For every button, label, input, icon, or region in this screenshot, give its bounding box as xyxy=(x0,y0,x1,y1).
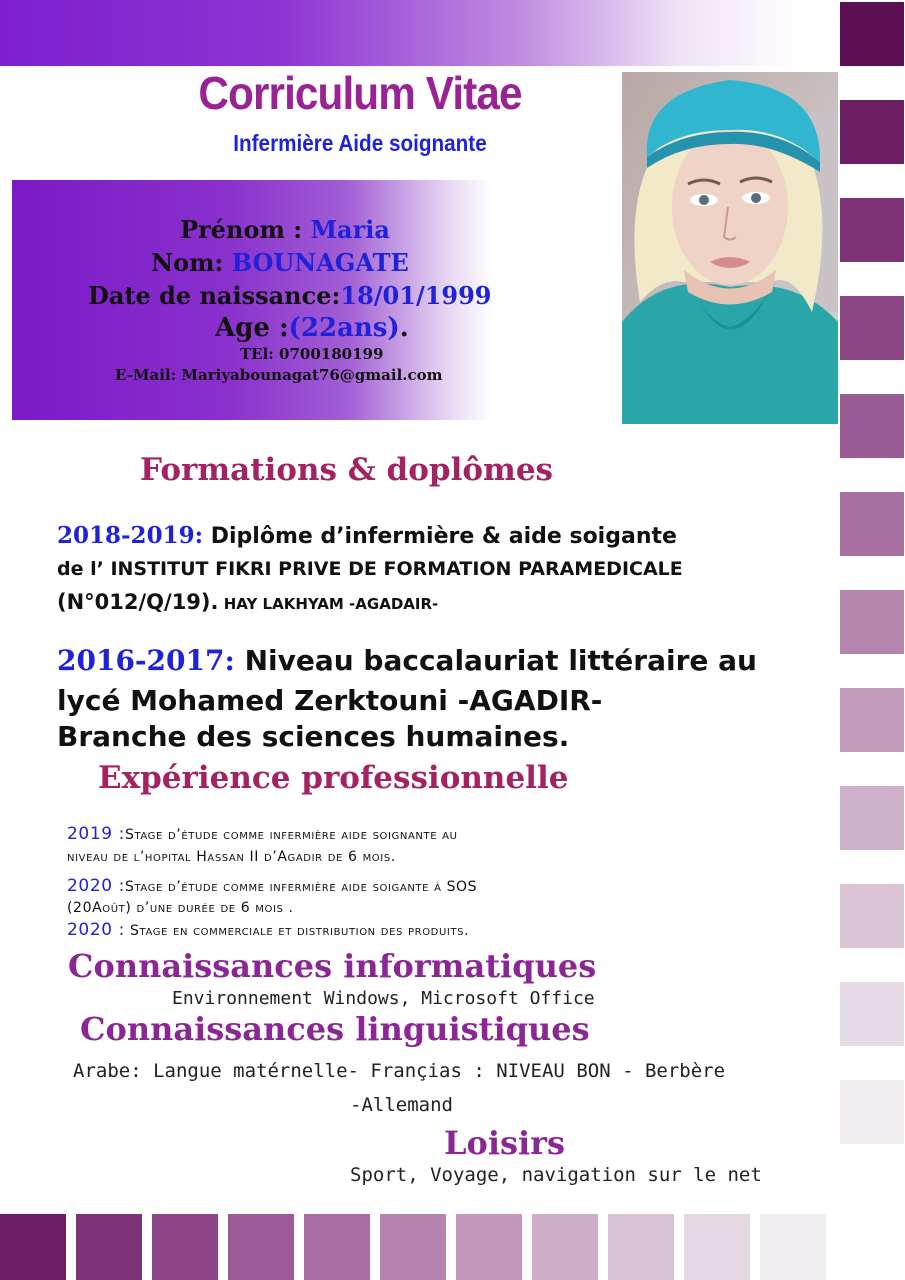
profile-photo xyxy=(622,72,838,424)
bottom-decor-square xyxy=(760,1214,826,1280)
right-decor-square xyxy=(840,492,904,556)
identity-email: E-Mail: Mariyabounagat76@gmail.com xyxy=(115,366,443,384)
experience-2-line-1: 2020 :Stage d’étude comme infermière aide soigante à SOS xyxy=(67,876,478,896)
experience-2-line-2: (20Août) d’une durée de 6 mois . xyxy=(67,900,294,916)
formations-heading: Formations & doplômes xyxy=(140,452,554,488)
langues-line-2: -Allemand xyxy=(350,1094,453,1116)
bottom-decor-square xyxy=(304,1214,370,1280)
right-decor-square xyxy=(840,100,904,164)
bottom-decor-square xyxy=(380,1214,446,1280)
bottom-decor-square xyxy=(684,1214,750,1280)
right-decor-square xyxy=(840,590,904,654)
page-subtitle: Infermière Aide soignante xyxy=(233,130,487,156)
formation-1-line-3: (N°012/Q/19). HAY LAKHYAM -AGADAIR- xyxy=(57,590,439,614)
right-decor-square xyxy=(840,394,904,458)
experience-3-line-1: 2020 : Stage en commerciale et distribution des produits. xyxy=(67,920,470,940)
formation-1-line-1: 2018-2019: Diplôme d’infermière & aide soigante xyxy=(57,522,677,549)
right-decor-square xyxy=(840,786,904,850)
bottom-decor-square xyxy=(456,1214,522,1280)
right-decor-square xyxy=(840,2,904,66)
langues-line-1: Arabe: Langue matérnelle- Françias : NIVEAU BON - Berbère xyxy=(73,1060,726,1082)
loisirs-text: Sport, Voyage, navigation sur le net xyxy=(350,1164,762,1186)
experience-1-line-1: 2019 :Stage d’étude comme infermière aide soignante au xyxy=(67,824,458,844)
bottom-decor-square xyxy=(0,1214,66,1280)
formation-2-line-2: lycé Mohamed Zerktouni -AGADIR- xyxy=(57,684,603,717)
informatique-heading: Connaissances informatiques xyxy=(68,947,597,985)
formation-1-line-2: de l’ INSTITUT FIKRI PRIVE DE FORMATION PARAMEDICALE xyxy=(57,558,683,580)
loisirs-heading: Loisirs xyxy=(444,1124,566,1162)
experience-1-line-2: niveau de l’hopital Hassan II d’Agadir de 6 mois. xyxy=(67,849,396,865)
right-decor-square xyxy=(840,982,904,1046)
top-banner xyxy=(0,0,800,66)
formation-2-line-1: 2016-2017: Niveau baccalauriat littéraire au xyxy=(57,644,757,677)
right-decor-square xyxy=(840,884,904,948)
formation-1-years: 2018-2019: xyxy=(57,522,204,549)
right-decor-square xyxy=(840,296,904,360)
informatique-text: Environnement Windows, Microsoft Office xyxy=(172,988,595,1009)
formation-2-years: 2016-2017: xyxy=(57,644,235,677)
identity-prenom: Prénom : Maria xyxy=(180,215,390,244)
right-decor-square xyxy=(840,688,904,752)
identity-age: Age :(22ans). xyxy=(215,313,409,343)
bottom-decor-square xyxy=(532,1214,598,1280)
right-decor-square xyxy=(840,1080,904,1144)
right-decor-square xyxy=(840,198,904,262)
bottom-decor-square xyxy=(152,1214,218,1280)
langues-heading: Connaissances linguistiques xyxy=(80,1010,590,1048)
identity-birthdate: Date de naissance:18/01/1999 xyxy=(88,281,492,310)
bottom-decor-square xyxy=(228,1214,294,1280)
bottom-decor-square xyxy=(608,1214,674,1280)
bottom-decor-square xyxy=(76,1214,142,1280)
identity-nom: Nom: BOUNAGATE xyxy=(151,248,409,277)
page-title: Corriculum Vitae xyxy=(198,67,522,119)
identity-phone: TEl: 0700180199 xyxy=(240,345,384,363)
experience-heading: Expérience professionnelle xyxy=(98,760,569,796)
formation-2-line-3: Branche des sciences humaines. xyxy=(57,720,570,753)
